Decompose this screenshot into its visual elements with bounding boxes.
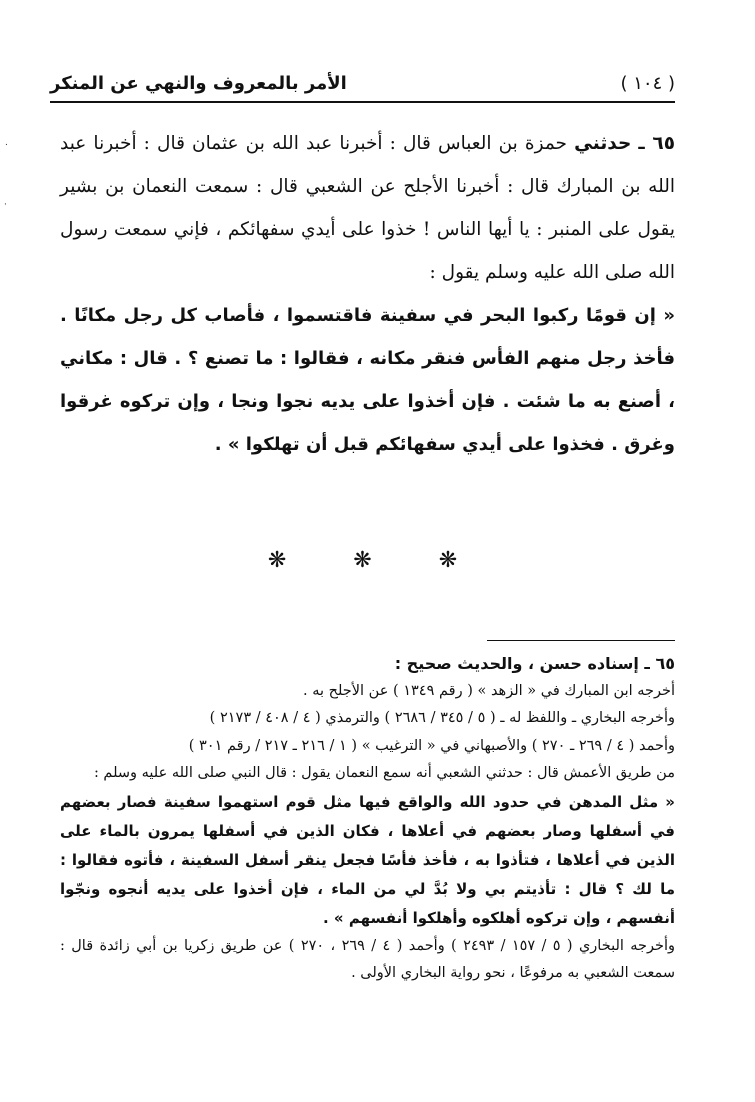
footnotes: [60, 650, 675, 988]
running-title: الأمر بالمعروف والنهي عن المنكر: [50, 72, 347, 94]
footnote-heading: ٦٥ ـ إسناده حسن ، والحديث صحيح :: [394, 654, 675, 673]
running-header: [50, 70, 675, 96]
narration-paragraph: [60, 122, 675, 294]
footnote-line: أخرجه ابن المبارك في « الزهد » ( رقم ١٣٤٩ ) عن الأجلح به .: [303, 682, 675, 699]
footnote-line: وأخرجه البخاري ـ واللفظ له ـ ( ٥ / ٣٤٥ / ٢٦٨٦ ) والترمذي ( ٤ / ٤٠٨ / ٢١٧٣ ): [209, 710, 675, 726]
narration-number: ٦٥ ـ: [638, 133, 675, 154]
narration-label: حدثني: [574, 133, 632, 154]
header-divider: [50, 101, 675, 103]
hadith-text: « إن قومًا ركبوا البحر في سفينة فاقتسموا ، فأصاب كل رجل مكانًا . فأخذ رجل منهم الفأس فنقر مكانه ، فقالوا : ما تصنع ؟ . قال : مكاني ، أصنع به ما شئت . فإن أخذوا على يديه نجوا ونجا ، وإن تركوه غرقوا وغرق . فخذوا على أيدي سفهائكم قبل أن تهلكوا » .: [60, 305, 675, 455]
page-number: ( ١٠٤ ): [620, 72, 675, 94]
margin-mark: ·: [4, 200, 7, 210]
footnote-line: وأحمد ( ٤ / ٢٦٩ ـ ٢٧٠ ) والأصبهاني في « الترغيب » ( ١ / ٢١٦ ـ ٢١٧ / رقم ٣٠١ ): [188, 737, 675, 754]
footnote-closing: وأخرجه البخاري ( ٥ / ١٥٧ / ٢٤٩٣ ) وأحمد ( ٤ / ٢٦٩ ، ٢٧٠ ) عن طريق زكريا بن أبي زائدة قال : سمعت الشعبي به مرفوعًا ، نحو رواية البخاري الأولى .: [60, 937, 675, 981]
footnote-divider: [487, 640, 675, 641]
section-separator: ❋ ❋ ❋: [267, 548, 488, 573]
narration-chain: حمزة بن العباس قال : أخبرنا عبد الله بن عثمان قال : أخبرنا عبد الله بن المبارك قال : أخبرنا الأجلح عن الشعبي قال : سمعت النعمان بن بشير يقول على المنبر : يا أيها الناس ! خذوا على أيدي سفهائكم ، فإني سمعت رسول الله صلى الله عليه وسلم يقول :: [60, 133, 675, 283]
main-text: [60, 122, 675, 466]
margin-mark: ٠: [4, 140, 9, 150]
footnote-hadith: « مثل المدهن في حدود الله والواقع فيها مثل قوم استهموا سفينة فصار بعضهم في أسفلها وصار بعضهم في أعلاها ، فكان الذين في أسفلها يمرون بالماء على الذين في أعلاها ، فتأذوا به ، فأخذ فأسًا فجعل ينقر أسفل السفينة ، فأتوه فقالوا : ما لك ؟ قال : تأذيتم بي ولا بُدَّ لي من الماء ، فإن أخذوا على يديه أنجوه ونجّوا أنفسهم ، وإن تركوه أهلكوه وأهلكوا أنفسهم » .: [60, 792, 675, 927]
footnote-line: من طريق الأعمش قال : حدثني الشعبي أنه سمع النعمان يقول : قال النبي صلى الله عليه وسلم :: [93, 765, 675, 781]
